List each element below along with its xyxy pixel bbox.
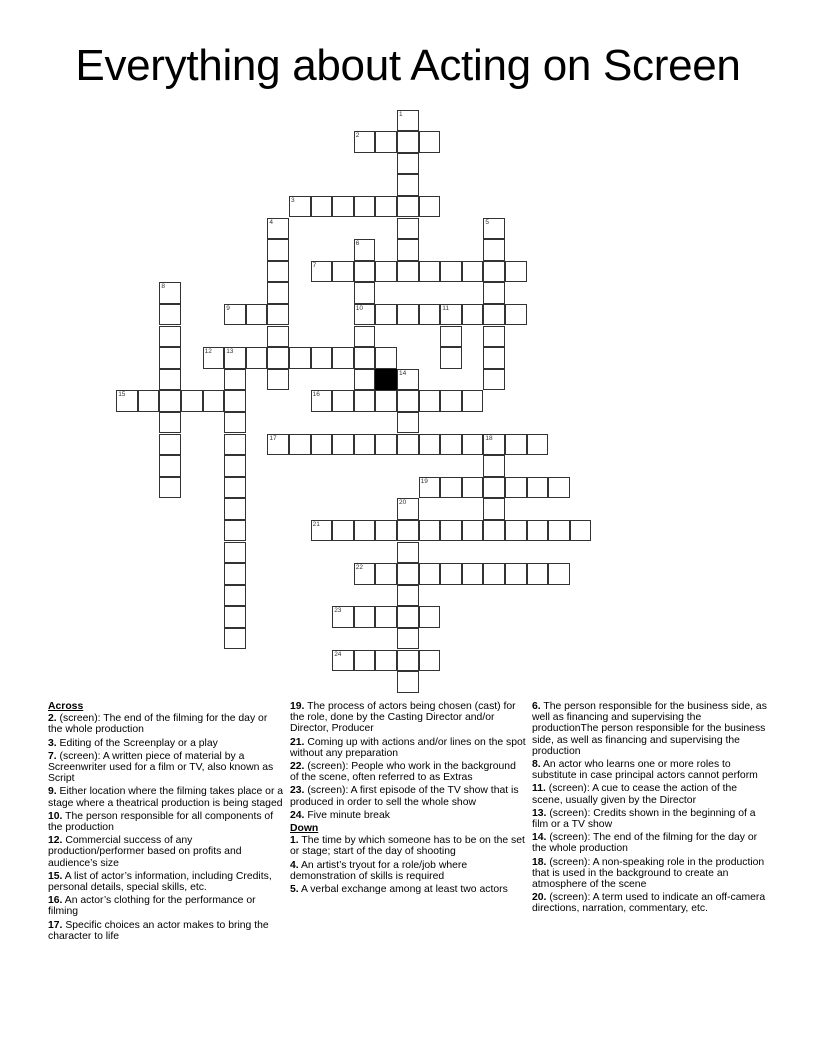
grid-cell[interactable] (159, 326, 181, 348)
grid-cell[interactable] (311, 520, 333, 542)
grid-cell[interactable] (397, 671, 419, 693)
page-title: Everything about Acting on Screen (75, 41, 741, 90)
grid-cell[interactable] (397, 498, 419, 520)
grid-cell[interactable] (570, 520, 592, 542)
clue-number: 15 (118, 391, 126, 399)
clue-across-2: 2. (screen): The end of the filming for the day or the whole production (48, 713, 268, 736)
clue-across-3: 3. Editing of the Screenplay or a play (48, 737, 218, 749)
clue-across-22: 22. (screen): People who work in the background of the scene, often referred to as Extras (290, 761, 516, 784)
clue-number: 8 (161, 283, 165, 291)
grid-cell[interactable] (419, 606, 441, 628)
grid-cell[interactable] (440, 347, 462, 369)
grid-cell[interactable] (159, 455, 181, 477)
clue-down-6: 6. The person responsible for the business side, as well as financing and supervising the productionThe person responsible for the business side, as well as financing and supervising the production (532, 701, 767, 757)
grid-cell[interactable] (397, 304, 419, 326)
grid-cell[interactable] (354, 239, 376, 261)
grid-cell[interactable] (548, 563, 570, 585)
grid-cell[interactable] (267, 218, 289, 240)
black-cell (375, 369, 397, 391)
clue-down-4: 4. An artist’s tryout for a role/job where demonstration of skills is required (290, 859, 468, 882)
grid-cell[interactable] (397, 110, 419, 132)
grid-cell[interactable] (267, 434, 289, 456)
grid-cell[interactable] (375, 606, 397, 628)
clues-column-1 (48, 701, 284, 944)
grid-cell[interactable] (289, 347, 311, 369)
grid-cell[interactable] (483, 563, 505, 585)
grid-cell[interactable] (375, 261, 397, 283)
clue-number: 7 (312, 261, 317, 269)
grid-cell[interactable] (159, 282, 181, 304)
grid-cell[interactable] (462, 261, 484, 283)
clue-down-8: 8. An actor who learns one or more roles to substitute in case principal actors cannot perform (532, 759, 758, 782)
grid-cell[interactable] (397, 563, 419, 585)
grid-cell[interactable] (289, 434, 311, 456)
grid-cell[interactable] (332, 606, 354, 628)
clue-number: 9 (226, 304, 230, 312)
grid-cell[interactable] (224, 606, 246, 628)
grid-cell[interactable] (397, 542, 419, 564)
grid-cell[interactable] (354, 390, 376, 412)
clue-across-16: 16. An actor’s clothing for the performance or filming (48, 895, 256, 918)
grid-cell[interactable] (397, 390, 419, 412)
crossword-grid (117, 110, 617, 700)
grid-cell[interactable] (224, 347, 246, 369)
grid-cell[interactable] (375, 520, 397, 542)
grid-cell[interactable] (462, 434, 484, 456)
grid-cell[interactable] (419, 261, 441, 283)
grid-cell[interactable] (397, 261, 419, 283)
clue-number: 23 (334, 607, 342, 615)
grid-cell[interactable] (397, 131, 419, 153)
grid-cell[interactable] (483, 326, 505, 348)
grid-cell[interactable] (462, 563, 484, 585)
grid-cell[interactable] (224, 304, 246, 326)
clue-number: 14 (398, 369, 407, 377)
grid-cell[interactable] (354, 520, 376, 542)
grid-cell[interactable] (203, 390, 225, 412)
grid-cell[interactable] (354, 326, 376, 348)
clue-number: 22 (355, 564, 364, 572)
clue-across-12: 12. Commercial success of any production/performer based on profits and audience’s size (48, 835, 242, 869)
grid-cell[interactable] (332, 650, 354, 672)
across-heading: Across (48, 701, 84, 712)
grid-cell[interactable] (159, 347, 181, 369)
grid-cell[interactable] (224, 498, 246, 520)
grid-cell[interactable] (159, 434, 181, 456)
grid-cell[interactable] (267, 326, 289, 348)
grid-cell[interactable] (397, 153, 419, 175)
grid-cell[interactable] (224, 369, 246, 391)
clue-number: 10 (355, 304, 364, 312)
grid-cell[interactable] (440, 304, 462, 326)
clue-across-9: 9. Either location where the filming takes place or a stage where a theatrical production is being staged (48, 786, 284, 809)
grid-cell[interactable] (527, 434, 549, 456)
clue-number: 11 (442, 304, 449, 312)
grid-cell[interactable] (462, 304, 484, 326)
grid-cell[interactable] (159, 390, 181, 412)
clue-number: 2 (355, 132, 360, 140)
grid-cell[interactable] (483, 304, 505, 326)
grid-cell[interactable] (527, 520, 549, 542)
grid-cell[interactable] (354, 282, 376, 304)
clue-down-20: 20. (screen): A term used to indicate an off-camera directions, narration, commentary, etc. (532, 892, 766, 915)
grid-cell[interactable] (311, 390, 333, 412)
clue-across-19: 19. The process of actors being chosen (cast) for the role, done by the Casting Director and/or Director, Producer (290, 701, 516, 735)
grid-cell[interactable] (332, 390, 354, 412)
grid-cell[interactable] (311, 261, 333, 283)
grid-cell[interactable] (397, 520, 419, 542)
grid-cell[interactable] (397, 585, 419, 607)
grid-cell[interactable] (375, 196, 397, 218)
grid-cell[interactable] (419, 196, 441, 218)
grid-cell[interactable] (224, 542, 246, 564)
clue-number: 12 (204, 348, 212, 356)
clue-number: 16 (312, 391, 320, 399)
grid-cell[interactable] (419, 563, 441, 585)
grid-cell[interactable] (267, 239, 289, 261)
clue-across-21: 21. Coming up with actions and/or lines on the spot without any preparation (290, 736, 526, 759)
clue-number: 24 (334, 650, 342, 658)
clue-across-17: 17. Specific choices an actor makes to bring the character to life (48, 919, 269, 942)
grid-cell[interactable] (483, 369, 505, 391)
grid-cell[interactable] (159, 304, 181, 326)
grid-cell[interactable] (419, 304, 441, 326)
grid-cell[interactable] (224, 563, 246, 585)
grid-cell[interactable] (138, 390, 160, 412)
grid-cell[interactable] (397, 412, 419, 434)
grid-cell[interactable] (440, 434, 462, 456)
grid-cell[interactable] (419, 131, 441, 153)
clue-number: 1 (398, 110, 403, 118)
clues-column-3 (532, 701, 768, 917)
grid-cell[interactable] (505, 434, 527, 456)
grid-cell[interactable] (116, 390, 138, 412)
grid-cell[interactable] (483, 477, 505, 499)
grid-cell[interactable] (159, 369, 181, 391)
grid-cell[interactable] (505, 563, 527, 585)
clue-number: 6 (355, 240, 360, 248)
grid-cell[interactable] (203, 347, 225, 369)
clue-number: 17 (269, 434, 277, 442)
grid-cell[interactable] (440, 477, 462, 499)
grid-cell[interactable] (375, 347, 397, 369)
clue-down-18: 18. (screen): A non-speaking role in the production that is used in the background to create an atmosphere of the scene (532, 856, 765, 891)
grid-cell[interactable] (483, 239, 505, 261)
grid-cell[interactable] (375, 390, 397, 412)
grid-cell[interactable] (375, 304, 397, 326)
grid-cell[interactable] (397, 369, 419, 391)
grid-cell[interactable] (332, 520, 354, 542)
clue-number: 13 (226, 348, 234, 356)
clues-column-2 (290, 701, 526, 897)
grid-cell[interactable] (354, 304, 376, 326)
grid-cell[interactable] (397, 239, 419, 261)
grid-cell[interactable] (246, 304, 268, 326)
clue-across-24: 24. Five minute break (290, 809, 390, 821)
grid-cell[interactable] (505, 261, 527, 283)
clue-number: 20 (398, 499, 407, 507)
grid-cell[interactable] (289, 196, 311, 218)
grid-cell[interactable] (483, 520, 505, 542)
clue-across-7: 7. (screen): A written piece of material by a Screenwriter used for a film or TV, also known as Script (48, 750, 274, 785)
clue-number: 5 (485, 218, 489, 226)
grid-cell[interactable] (419, 434, 441, 456)
grid-cell[interactable] (159, 412, 181, 434)
clue-down-1: 1. The time by which someone has to be on the set or stage; start of the day of shooting (290, 835, 525, 858)
clue-number: 3 (290, 196, 295, 204)
grid-cell[interactable] (267, 282, 289, 304)
grid-cell[interactable] (354, 196, 376, 218)
grid-cell[interactable] (462, 520, 484, 542)
clue-number: 18 (485, 434, 493, 442)
grid-cell[interactable] (548, 520, 570, 542)
grid-cell[interactable] (224, 628, 246, 650)
clue-number: 21 (312, 520, 320, 528)
grid-cell[interactable] (354, 131, 376, 153)
grid-cell[interactable] (483, 347, 505, 369)
grid-cell[interactable] (483, 498, 505, 520)
grid-cell[interactable] (548, 477, 570, 499)
grid-cell[interactable] (483, 282, 505, 304)
grid-cell[interactable] (397, 196, 419, 218)
clue-down-13: 13. (screen): Credits shown in the beginning of a film or a TV show (532, 807, 756, 831)
grid-cell[interactable] (483, 218, 505, 240)
grid-cell[interactable] (332, 261, 354, 283)
grid-cell[interactable] (354, 347, 376, 369)
grid-cell[interactable] (354, 261, 376, 283)
grid-cell[interactable] (267, 261, 289, 283)
grid-cell[interactable] (397, 628, 419, 650)
grid-cell[interactable] (440, 390, 462, 412)
grid-cell[interactable] (332, 434, 354, 456)
grid-cell[interactable] (354, 563, 376, 585)
grid-cell[interactable] (375, 650, 397, 672)
grid-cell[interactable] (440, 520, 462, 542)
grid-cell[interactable] (267, 369, 289, 391)
grid-cell[interactable] (159, 477, 181, 499)
clue-down-14: 14. (screen): The end of the filming for the day or the whole production (532, 832, 758, 855)
grid-cell[interactable] (311, 347, 333, 369)
grid-cell[interactable] (224, 455, 246, 477)
grid-cell[interactable] (527, 563, 549, 585)
grid-cell[interactable] (397, 174, 419, 196)
grid-cell[interactable] (440, 326, 462, 348)
grid-cell[interactable] (224, 477, 246, 499)
grid-cell[interactable] (419, 650, 441, 672)
grid-cell[interactable] (397, 218, 419, 240)
grid-cell[interactable] (311, 434, 333, 456)
clue-number: 19 (420, 477, 428, 485)
grid-cell[interactable] (224, 434, 246, 456)
grid-cell[interactable] (397, 606, 419, 628)
grid-cell[interactable] (440, 563, 462, 585)
grid-cell[interactable] (419, 520, 441, 542)
grid-cell[interactable] (397, 434, 419, 456)
grid-cell[interactable] (419, 477, 441, 499)
grid-cell[interactable] (462, 477, 484, 499)
grid-cell[interactable] (397, 650, 419, 672)
grid-cell[interactable] (419, 390, 441, 412)
grid-cell[interactable] (224, 520, 246, 542)
grid-cell[interactable] (354, 650, 376, 672)
grid-cell[interactable] (483, 455, 505, 477)
grid-cell[interactable] (224, 585, 246, 607)
grid-cell[interactable] (224, 390, 246, 412)
down-heading: Down (290, 823, 319, 835)
grid-cell[interactable] (462, 390, 484, 412)
grid-cell[interactable] (483, 434, 505, 456)
clue-across-23: 23. (screen): A first episode of the TV show that is produced in order to sell the whole show (290, 785, 519, 808)
grid-cell[interactable] (483, 261, 505, 283)
grid-cell[interactable] (375, 131, 397, 153)
clue-number: 4 (269, 218, 273, 226)
grid-cell[interactable] (354, 434, 376, 456)
clue-across-15: 15. A list of actor’s information, including Credits, personal details, special skills, etc. (48, 870, 272, 894)
grid-cell[interactable] (505, 520, 527, 542)
grid-cell[interactable] (354, 369, 376, 391)
grid-cell[interactable] (246, 347, 268, 369)
grid-cell[interactable] (332, 196, 354, 218)
grid-cell[interactable] (267, 347, 289, 369)
grid-cell[interactable] (375, 563, 397, 585)
grid-cell[interactable] (354, 606, 376, 628)
grid-cell[interactable] (440, 261, 462, 283)
grid-cell[interactable] (332, 347, 354, 369)
grid-cell[interactable] (505, 477, 527, 499)
grid-cell[interactable] (527, 477, 549, 499)
clue-down-5: 5. A verbal exchange among at least two actors (290, 884, 508, 896)
grid-cell[interactable] (181, 390, 203, 412)
grid-cell[interactable] (375, 434, 397, 456)
grid-cell[interactable] (267, 304, 289, 326)
grid-cell[interactable] (224, 412, 246, 434)
grid-cell[interactable] (311, 196, 333, 218)
clue-down-11: 11. (screen): A cue to cease the action of the scene, usually given by the Director (532, 783, 738, 806)
grid-cell[interactable] (505, 304, 527, 326)
clue-across-10: 10. The person responsible for all components of the production (48, 810, 274, 834)
